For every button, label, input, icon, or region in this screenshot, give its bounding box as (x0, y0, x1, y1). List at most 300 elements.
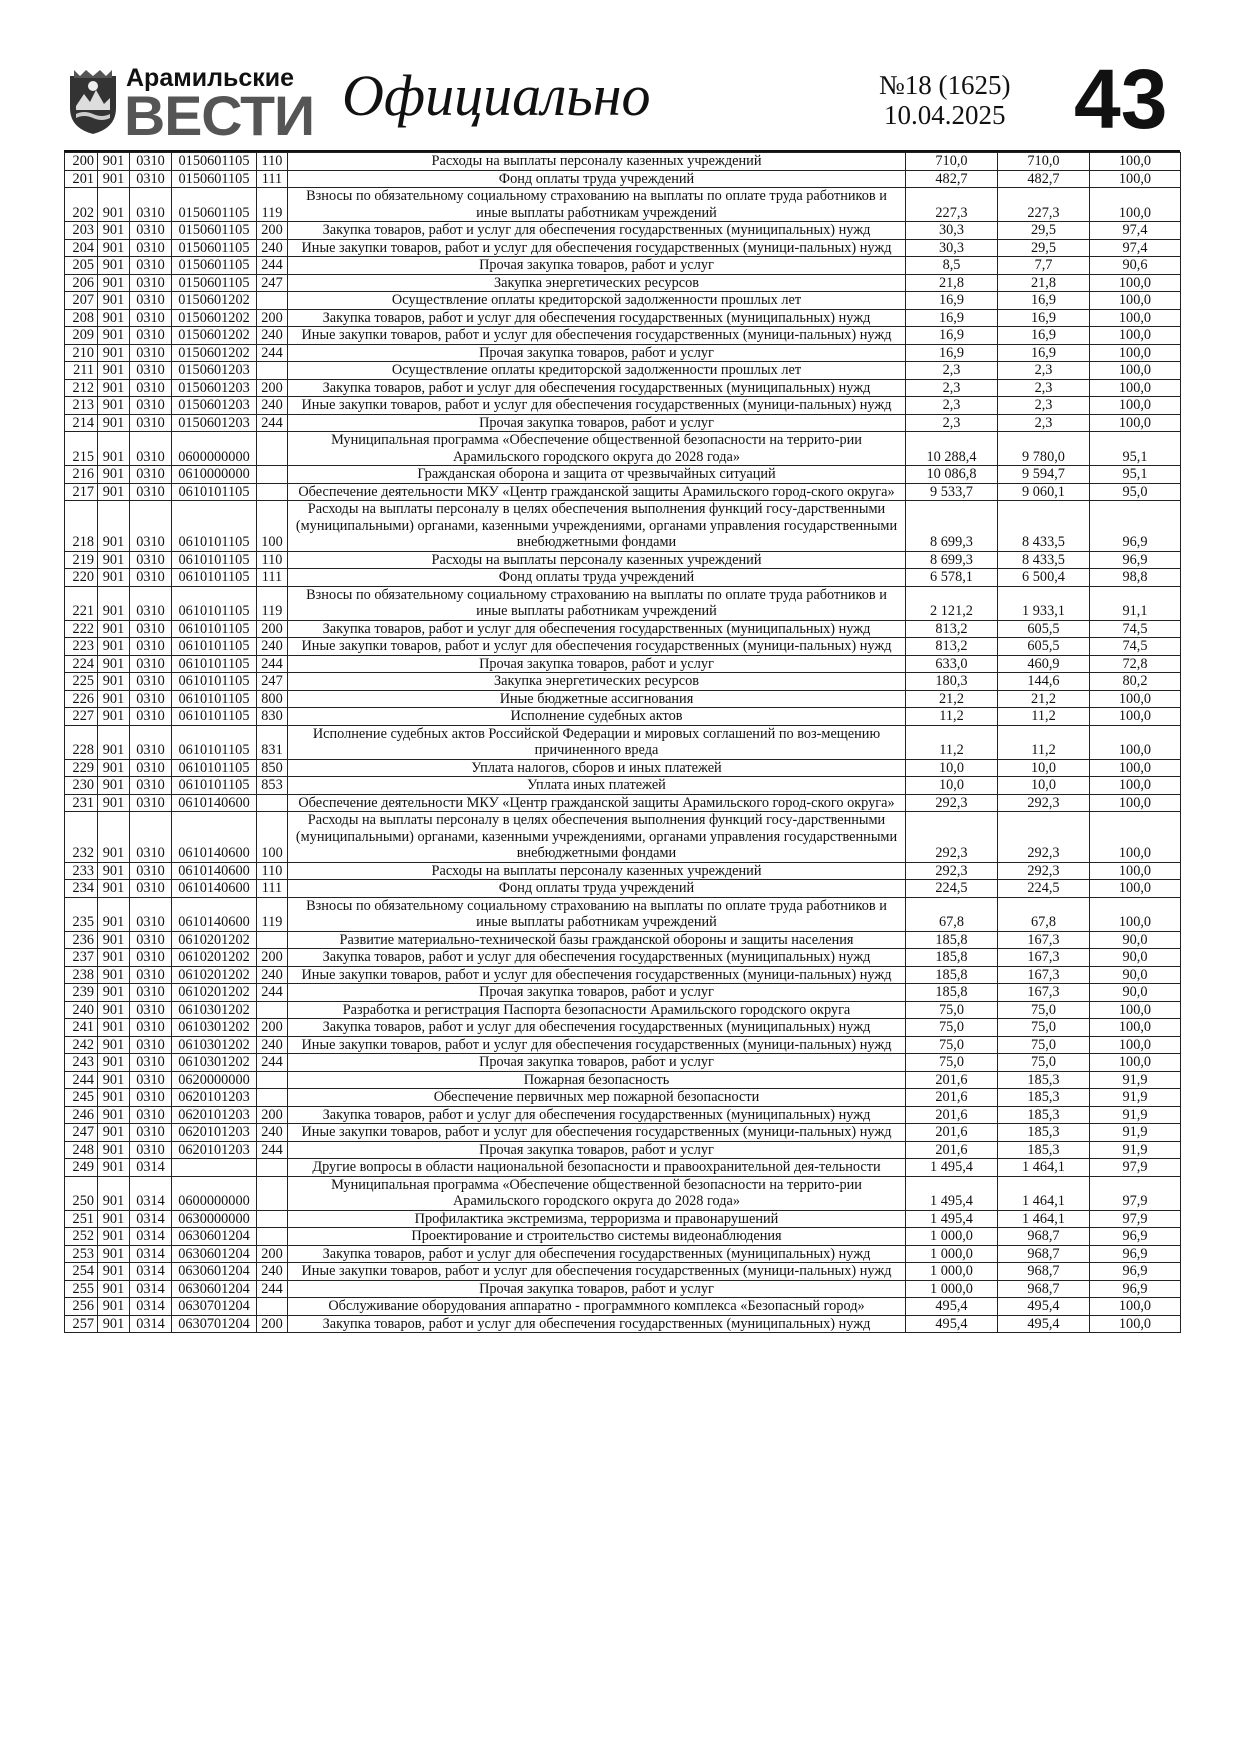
admin-code: 901 (98, 1001, 130, 1019)
expense-name: Закупка товаров, работ и услуг для обеспечения государственных (муниципальных) нужд (288, 1315, 906, 1333)
planned-amount: 8 699,3 (906, 551, 998, 569)
row-number: 208 (65, 309, 98, 327)
table-row (65, 1106, 1181, 1124)
row-number: 251 (65, 1210, 98, 1228)
planned-amount: 8,5 (906, 257, 998, 275)
table-row (65, 466, 1181, 484)
admin-code: 901 (98, 257, 130, 275)
admin-code: 901 (98, 638, 130, 656)
expense-name: Прочая закупка товаров, работ и услуг (288, 984, 906, 1002)
table-row (65, 170, 1181, 188)
target-article-code: 0620101203 (172, 1141, 257, 1159)
admin-code: 901 (98, 725, 130, 759)
admin-code: 901 (98, 239, 130, 257)
actual-amount: 292,3 (998, 812, 1090, 863)
row-number: 231 (65, 794, 98, 812)
execution-percent: 100,0 (1090, 794, 1181, 812)
table-row (65, 379, 1181, 397)
target-article-code: 0610301202 (172, 1001, 257, 1019)
section-code: 0314 (130, 1263, 172, 1281)
admin-code: 901 (98, 483, 130, 501)
expense-type-code: 244 (257, 655, 288, 673)
expense-name: Закупка энергетических ресурсов (288, 274, 906, 292)
section-code: 0310 (130, 1141, 172, 1159)
admin-code: 901 (98, 1245, 130, 1263)
expense-type-code: 800 (257, 690, 288, 708)
execution-percent: 96,9 (1090, 1263, 1181, 1281)
table-row (65, 655, 1181, 673)
target-article-code: 0630601204 (172, 1245, 257, 1263)
execution-percent: 100,0 (1090, 292, 1181, 310)
actual-amount: 9 060,1 (998, 483, 1090, 501)
row-number: 221 (65, 586, 98, 620)
section-code: 0310 (130, 708, 172, 726)
expense-type-code (257, 432, 288, 466)
planned-amount: 16,9 (906, 292, 998, 310)
section-title: Официально (342, 63, 651, 128)
planned-amount: 75,0 (906, 1001, 998, 1019)
admin-code: 901 (98, 344, 130, 362)
expense-name: Муниципальная программа «Обеспечение общественной безопасности на террито-рии Арамильского городского округа до 2028 года» (288, 1176, 906, 1210)
row-number: 235 (65, 897, 98, 931)
expense-type-code: 244 (257, 257, 288, 275)
expense-name: Профилактика экстремизма, терроризма и правонарушений (288, 1210, 906, 1228)
section-code: 0310 (130, 569, 172, 587)
expense-type-code: 240 (257, 1124, 288, 1142)
admin-code: 901 (98, 309, 130, 327)
execution-percent: 100,0 (1090, 897, 1181, 931)
table-row (65, 880, 1181, 898)
expense-name: Расходы на выплаты персоналу казенных учреждений (288, 862, 906, 880)
admin-code: 901 (98, 1315, 130, 1333)
actual-amount: 185,3 (998, 1071, 1090, 1089)
section-code: 0310 (130, 379, 172, 397)
row-number: 244 (65, 1071, 98, 1089)
section-code: 0310 (130, 777, 172, 795)
actual-amount: 11,2 (998, 725, 1090, 759)
expense-type-code: 100 (257, 501, 288, 552)
execution-percent: 100,0 (1090, 759, 1181, 777)
expense-name: Иные закупки товаров, работ и услуг для обеспечения государственных (муници-пальных) нужд (288, 966, 906, 984)
execution-percent: 97,9 (1090, 1176, 1181, 1210)
section-code: 0310 (130, 931, 172, 949)
actual-amount: 1 464,1 (998, 1159, 1090, 1177)
expense-type-code: 200 (257, 949, 288, 967)
actual-amount: 16,9 (998, 327, 1090, 345)
actual-amount: 10,0 (998, 777, 1090, 795)
actual-amount: 224,5 (998, 880, 1090, 898)
expense-name: Другие вопросы в области национальной безопасности и правоохранительной дея-тельности (288, 1159, 906, 1177)
row-number: 212 (65, 379, 98, 397)
actual-amount: 185,3 (998, 1141, 1090, 1159)
row-number: 252 (65, 1228, 98, 1246)
expense-name: Закупка товаров, работ и услуг для обеспечения государственных (муниципальных) нужд (288, 949, 906, 967)
row-number: 257 (65, 1315, 98, 1333)
expense-name: Расходы на выплаты персоналу казенных учреждений (288, 153, 906, 171)
admin-code: 901 (98, 1141, 130, 1159)
section-code: 0310 (130, 759, 172, 777)
section-code: 0310 (130, 690, 172, 708)
execution-percent: 100,0 (1090, 397, 1181, 415)
section-code: 0314 (130, 1315, 172, 1333)
expense-name: Обслуживание оборудования аппаратно - программного комплекса «Безопасный город» (288, 1298, 906, 1316)
expense-type-code: 200 (257, 379, 288, 397)
expense-type-code: 247 (257, 274, 288, 292)
row-number: 204 (65, 239, 98, 257)
target-article-code: 0610140600 (172, 880, 257, 898)
expense-name: Закупка товаров, работ и услуг для обеспечения государственных (муниципальных) нужд (288, 1106, 906, 1124)
section-code: 0310 (130, 153, 172, 171)
actual-amount: 144,6 (998, 673, 1090, 691)
execution-percent: 95,1 (1090, 466, 1181, 484)
expense-name: Прочая закупка товаров, работ и услуг (288, 257, 906, 275)
planned-amount: 9 533,7 (906, 483, 998, 501)
table-row (65, 1298, 1181, 1316)
expense-type-code: 200 (257, 620, 288, 638)
execution-percent: 100,0 (1090, 379, 1181, 397)
section-code: 0314 (130, 1245, 172, 1263)
planned-amount: 495,4 (906, 1315, 998, 1333)
expense-name: Фонд оплаты труда учреждений (288, 880, 906, 898)
table-row (65, 309, 1181, 327)
table-row (65, 984, 1181, 1002)
expense-type-code: 119 (257, 897, 288, 931)
table-row (65, 1176, 1181, 1210)
actual-amount: 11,2 (998, 708, 1090, 726)
admin-code: 901 (98, 466, 130, 484)
planned-amount: 1 000,0 (906, 1263, 998, 1281)
execution-percent: 95,0 (1090, 483, 1181, 501)
row-number: 248 (65, 1141, 98, 1159)
table-row (65, 1124, 1181, 1142)
actual-amount: 75,0 (998, 1036, 1090, 1054)
section-code: 0310 (130, 501, 172, 552)
execution-percent: 100,0 (1090, 362, 1181, 380)
expense-type-code (257, 1159, 288, 1177)
row-number: 218 (65, 501, 98, 552)
target-article-code: 0610101105 (172, 483, 257, 501)
target-article-code: 0610101105 (172, 638, 257, 656)
section-code: 0314 (130, 1176, 172, 1210)
table-row (65, 257, 1181, 275)
section-code: 0310 (130, 1036, 172, 1054)
admin-code: 901 (98, 1159, 130, 1177)
section-code: 0310 (130, 344, 172, 362)
execution-percent: 97,4 (1090, 239, 1181, 257)
row-number: 255 (65, 1280, 98, 1298)
row-number: 202 (65, 188, 98, 222)
execution-percent: 95,1 (1090, 432, 1181, 466)
admin-code: 901 (98, 1298, 130, 1316)
target-article-code: 0630601204 (172, 1280, 257, 1298)
table-row (65, 362, 1181, 380)
planned-amount: 185,8 (906, 984, 998, 1002)
planned-amount: 185,8 (906, 949, 998, 967)
row-number: 215 (65, 432, 98, 466)
admin-code: 901 (98, 414, 130, 432)
row-number: 226 (65, 690, 98, 708)
expense-name: Прочая закупка товаров, работ и услуг (288, 1054, 906, 1072)
actual-amount: 2,3 (998, 362, 1090, 380)
expense-type-code: 111 (257, 880, 288, 898)
table-row (65, 1263, 1181, 1281)
target-article-code: 0150601202 (172, 327, 257, 345)
target-article-code: 0150601105 (172, 257, 257, 275)
execution-percent: 91,9 (1090, 1071, 1181, 1089)
expense-type-code: 850 (257, 759, 288, 777)
execution-percent: 100,0 (1090, 1001, 1181, 1019)
admin-code: 901 (98, 327, 130, 345)
row-number: 237 (65, 949, 98, 967)
admin-code: 901 (98, 292, 130, 310)
target-article-code: 0610101105 (172, 759, 257, 777)
execution-percent: 100,0 (1090, 1036, 1181, 1054)
planned-amount: 2,3 (906, 414, 998, 432)
section-code: 0310 (130, 309, 172, 327)
planned-amount: 6 578,1 (906, 569, 998, 587)
actual-amount: 6 500,4 (998, 569, 1090, 587)
target-article-code: 0630701204 (172, 1315, 257, 1333)
actual-amount: 2,3 (998, 414, 1090, 432)
expense-type-code: 240 (257, 966, 288, 984)
section-code: 0310 (130, 1071, 172, 1089)
expense-type-code (257, 1210, 288, 1228)
expense-name: Проектирование и строительство системы видеонаблюдения (288, 1228, 906, 1246)
execution-percent: 96,9 (1090, 1245, 1181, 1263)
expense-type-code: 830 (257, 708, 288, 726)
expense-type-code: 200 (257, 222, 288, 240)
admin-code: 901 (98, 362, 130, 380)
admin-code: 901 (98, 1054, 130, 1072)
section-code: 0310 (130, 655, 172, 673)
target-article-code: 0630701204 (172, 1298, 257, 1316)
table-row (65, 586, 1181, 620)
table-row (65, 931, 1181, 949)
target-article-code: 0600000000 (172, 1176, 257, 1210)
execution-percent: 100,0 (1090, 170, 1181, 188)
section-code: 0314 (130, 1280, 172, 1298)
target-article-code: 0610101105 (172, 620, 257, 638)
table-row (65, 432, 1181, 466)
execution-percent: 80,2 (1090, 673, 1181, 691)
admin-code: 901 (98, 620, 130, 638)
actual-amount: 167,3 (998, 966, 1090, 984)
row-number: 239 (65, 984, 98, 1002)
expense-name: Разработка и регистрация Паспорта безопасности Арамильского городского округа (288, 1001, 906, 1019)
execution-percent: 91,9 (1090, 1106, 1181, 1124)
row-number: 201 (65, 170, 98, 188)
section-code: 0310 (130, 466, 172, 484)
admin-code: 901 (98, 794, 130, 812)
expense-name: Прочая закупка товаров, работ и услуг (288, 1280, 906, 1298)
actual-amount: 16,9 (998, 309, 1090, 327)
table-row (65, 483, 1181, 501)
target-article-code: 0610101105 (172, 673, 257, 691)
actual-amount: 460,9 (998, 655, 1090, 673)
expense-type-code: 110 (257, 551, 288, 569)
admin-code: 901 (98, 897, 130, 931)
planned-amount: 813,2 (906, 620, 998, 638)
target-article-code: 0150601202 (172, 344, 257, 362)
expense-type-code (257, 1228, 288, 1246)
expense-type-code: 200 (257, 1106, 288, 1124)
row-number: 256 (65, 1298, 98, 1316)
table-row (65, 1054, 1181, 1072)
expense-type-code: 853 (257, 777, 288, 795)
planned-amount: 10 086,8 (906, 466, 998, 484)
table-row (65, 708, 1181, 726)
admin-code: 901 (98, 1263, 130, 1281)
actual-amount: 227,3 (998, 188, 1090, 222)
section-code: 0310 (130, 1001, 172, 1019)
table-row (65, 794, 1181, 812)
table-row (65, 344, 1181, 362)
admin-code: 901 (98, 949, 130, 967)
execution-percent: 90,0 (1090, 966, 1181, 984)
actual-amount: 968,7 (998, 1280, 1090, 1298)
expense-type-code: 240 (257, 327, 288, 345)
section-code: 0310 (130, 397, 172, 415)
expense-name: Иные закупки товаров, работ и услуг для обеспечения государственных (муници-пальных) нужд (288, 638, 906, 656)
expense-name: Иные закупки товаров, работ и услуг для обеспечения государственных (муници-пальных) нужд (288, 239, 906, 257)
table-row (65, 551, 1181, 569)
section-code: 0310 (130, 725, 172, 759)
planned-amount: 21,2 (906, 690, 998, 708)
expense-type-code (257, 1001, 288, 1019)
table-row (65, 501, 1181, 552)
row-number: 220 (65, 569, 98, 587)
coat-of-arms-icon (64, 66, 122, 136)
expense-type-code (257, 1089, 288, 1107)
page-header (64, 52, 1180, 148)
expense-name: Иные закупки товаров, работ и услуг для обеспечения государственных (муници-пальных) нужд (288, 397, 906, 415)
planned-amount: 227,3 (906, 188, 998, 222)
execution-percent: 100,0 (1090, 880, 1181, 898)
table-row (65, 862, 1181, 880)
actual-amount: 2,3 (998, 397, 1090, 415)
expense-type-code: 831 (257, 725, 288, 759)
planned-amount: 1 000,0 (906, 1245, 998, 1263)
expense-name: Иные закупки товаров, работ и услуг для обеспечения государственных (муници-пальных) нужд (288, 1036, 906, 1054)
expense-name: Уплата иных платежей (288, 777, 906, 795)
table-row (65, 966, 1181, 984)
expense-name: Муниципальная программа «Обеспечение общественной безопасности на террито-рии Арамильского городского округа до 2028 года» (288, 432, 906, 466)
execution-percent: 90,0 (1090, 949, 1181, 967)
row-number: 207 (65, 292, 98, 310)
planned-amount: 10,0 (906, 777, 998, 795)
expense-name: Исполнение судебных актов Российской Федерации и мировых соглашений по воз-мещению причиненного вреда (288, 725, 906, 759)
actual-amount: 67,8 (998, 897, 1090, 931)
target-article-code: 0610201202 (172, 949, 257, 967)
target-article-code: 0150601105 (172, 222, 257, 240)
planned-amount: 180,3 (906, 673, 998, 691)
planned-amount: 16,9 (906, 344, 998, 362)
actual-amount: 75,0 (998, 1054, 1090, 1072)
planned-amount: 1 495,4 (906, 1159, 998, 1177)
expense-name: Иные бюджетные ассигнования (288, 690, 906, 708)
actual-amount: 1 464,1 (998, 1176, 1090, 1210)
newspaper-logo (64, 60, 315, 147)
table-row (65, 1089, 1181, 1107)
row-number: 217 (65, 483, 98, 501)
planned-amount: 201,6 (906, 1124, 998, 1142)
planned-amount: 10 288,4 (906, 432, 998, 466)
planned-amount: 75,0 (906, 1019, 998, 1037)
expense-name: Иные закупки товаров, работ и услуг для обеспечения государственных (муници-пальных) нужд (288, 1263, 906, 1281)
expense-name: Развитие материально-технической базы гражданской обороны и защиты населения (288, 931, 906, 949)
row-number: 227 (65, 708, 98, 726)
row-number: 230 (65, 777, 98, 795)
planned-amount: 482,7 (906, 170, 998, 188)
expense-name: Закупка товаров, работ и услуг для обеспечения государственных (муниципальных) нужд (288, 379, 906, 397)
planned-amount: 11,2 (906, 725, 998, 759)
expense-name: Пожарная безопасность (288, 1071, 906, 1089)
admin-code: 901 (98, 397, 130, 415)
section-code: 0314 (130, 1210, 172, 1228)
target-article-code: 0610101105 (172, 725, 257, 759)
actual-amount: 495,4 (998, 1315, 1090, 1333)
expense-name: Прочая закупка товаров, работ и услуг (288, 655, 906, 673)
planned-amount: 75,0 (906, 1036, 998, 1054)
expense-type-code: 111 (257, 569, 288, 587)
table-row (65, 153, 1181, 171)
row-number: 211 (65, 362, 98, 380)
brand-main: ВЕСТИ (124, 84, 315, 147)
planned-amount: 292,3 (906, 812, 998, 863)
expense-name: Осуществление оплаты кредиторской задолженности прошлых лет (288, 292, 906, 310)
execution-percent: 97,9 (1090, 1210, 1181, 1228)
expense-name: Закупка товаров, работ и услуг для обеспечения государственных (муниципальных) нужд (288, 620, 906, 638)
execution-percent: 90,0 (1090, 931, 1181, 949)
admin-code: 901 (98, 222, 130, 240)
table-row (65, 569, 1181, 587)
expense-type-code: 200 (257, 1315, 288, 1333)
expense-type-code (257, 1298, 288, 1316)
target-article-code: 0610101105 (172, 708, 257, 726)
planned-amount: 224,5 (906, 880, 998, 898)
section-code: 0310 (130, 1054, 172, 1072)
admin-code: 901 (98, 1071, 130, 1089)
target-article-code: 0150601105 (172, 188, 257, 222)
section-code: 0310 (130, 1089, 172, 1107)
planned-amount: 1 495,4 (906, 1176, 998, 1210)
admin-code: 901 (98, 188, 130, 222)
actual-amount: 8 433,5 (998, 551, 1090, 569)
expense-name: Обеспечение деятельности МКУ «Центр гражданской защиты Арамильского город-ского округа» (288, 794, 906, 812)
target-article-code: 0150601203 (172, 397, 257, 415)
expense-type-code: 240 (257, 397, 288, 415)
expense-type-code: 110 (257, 153, 288, 171)
admin-code: 901 (98, 1036, 130, 1054)
admin-code: 901 (98, 274, 130, 292)
expense-name: Прочая закупка товаров, работ и услуг (288, 344, 906, 362)
target-article-code: 0600000000 (172, 432, 257, 466)
planned-amount: 67,8 (906, 897, 998, 931)
expense-name: Закупка товаров, работ и услуг для обеспечения государственных (муниципальных) нужд (288, 1245, 906, 1263)
execution-percent: 96,9 (1090, 551, 1181, 569)
section-code: 0314 (130, 1298, 172, 1316)
target-article-code: 0610101105 (172, 690, 257, 708)
expense-type-code: 240 (257, 638, 288, 656)
admin-code: 901 (98, 551, 130, 569)
section-code: 0310 (130, 327, 172, 345)
execution-percent: 100,0 (1090, 188, 1181, 222)
table-row (65, 690, 1181, 708)
planned-amount: 8 699,3 (906, 501, 998, 552)
admin-code: 901 (98, 1176, 130, 1210)
target-article-code: 0610301202 (172, 1019, 257, 1037)
planned-amount: 11,2 (906, 708, 998, 726)
